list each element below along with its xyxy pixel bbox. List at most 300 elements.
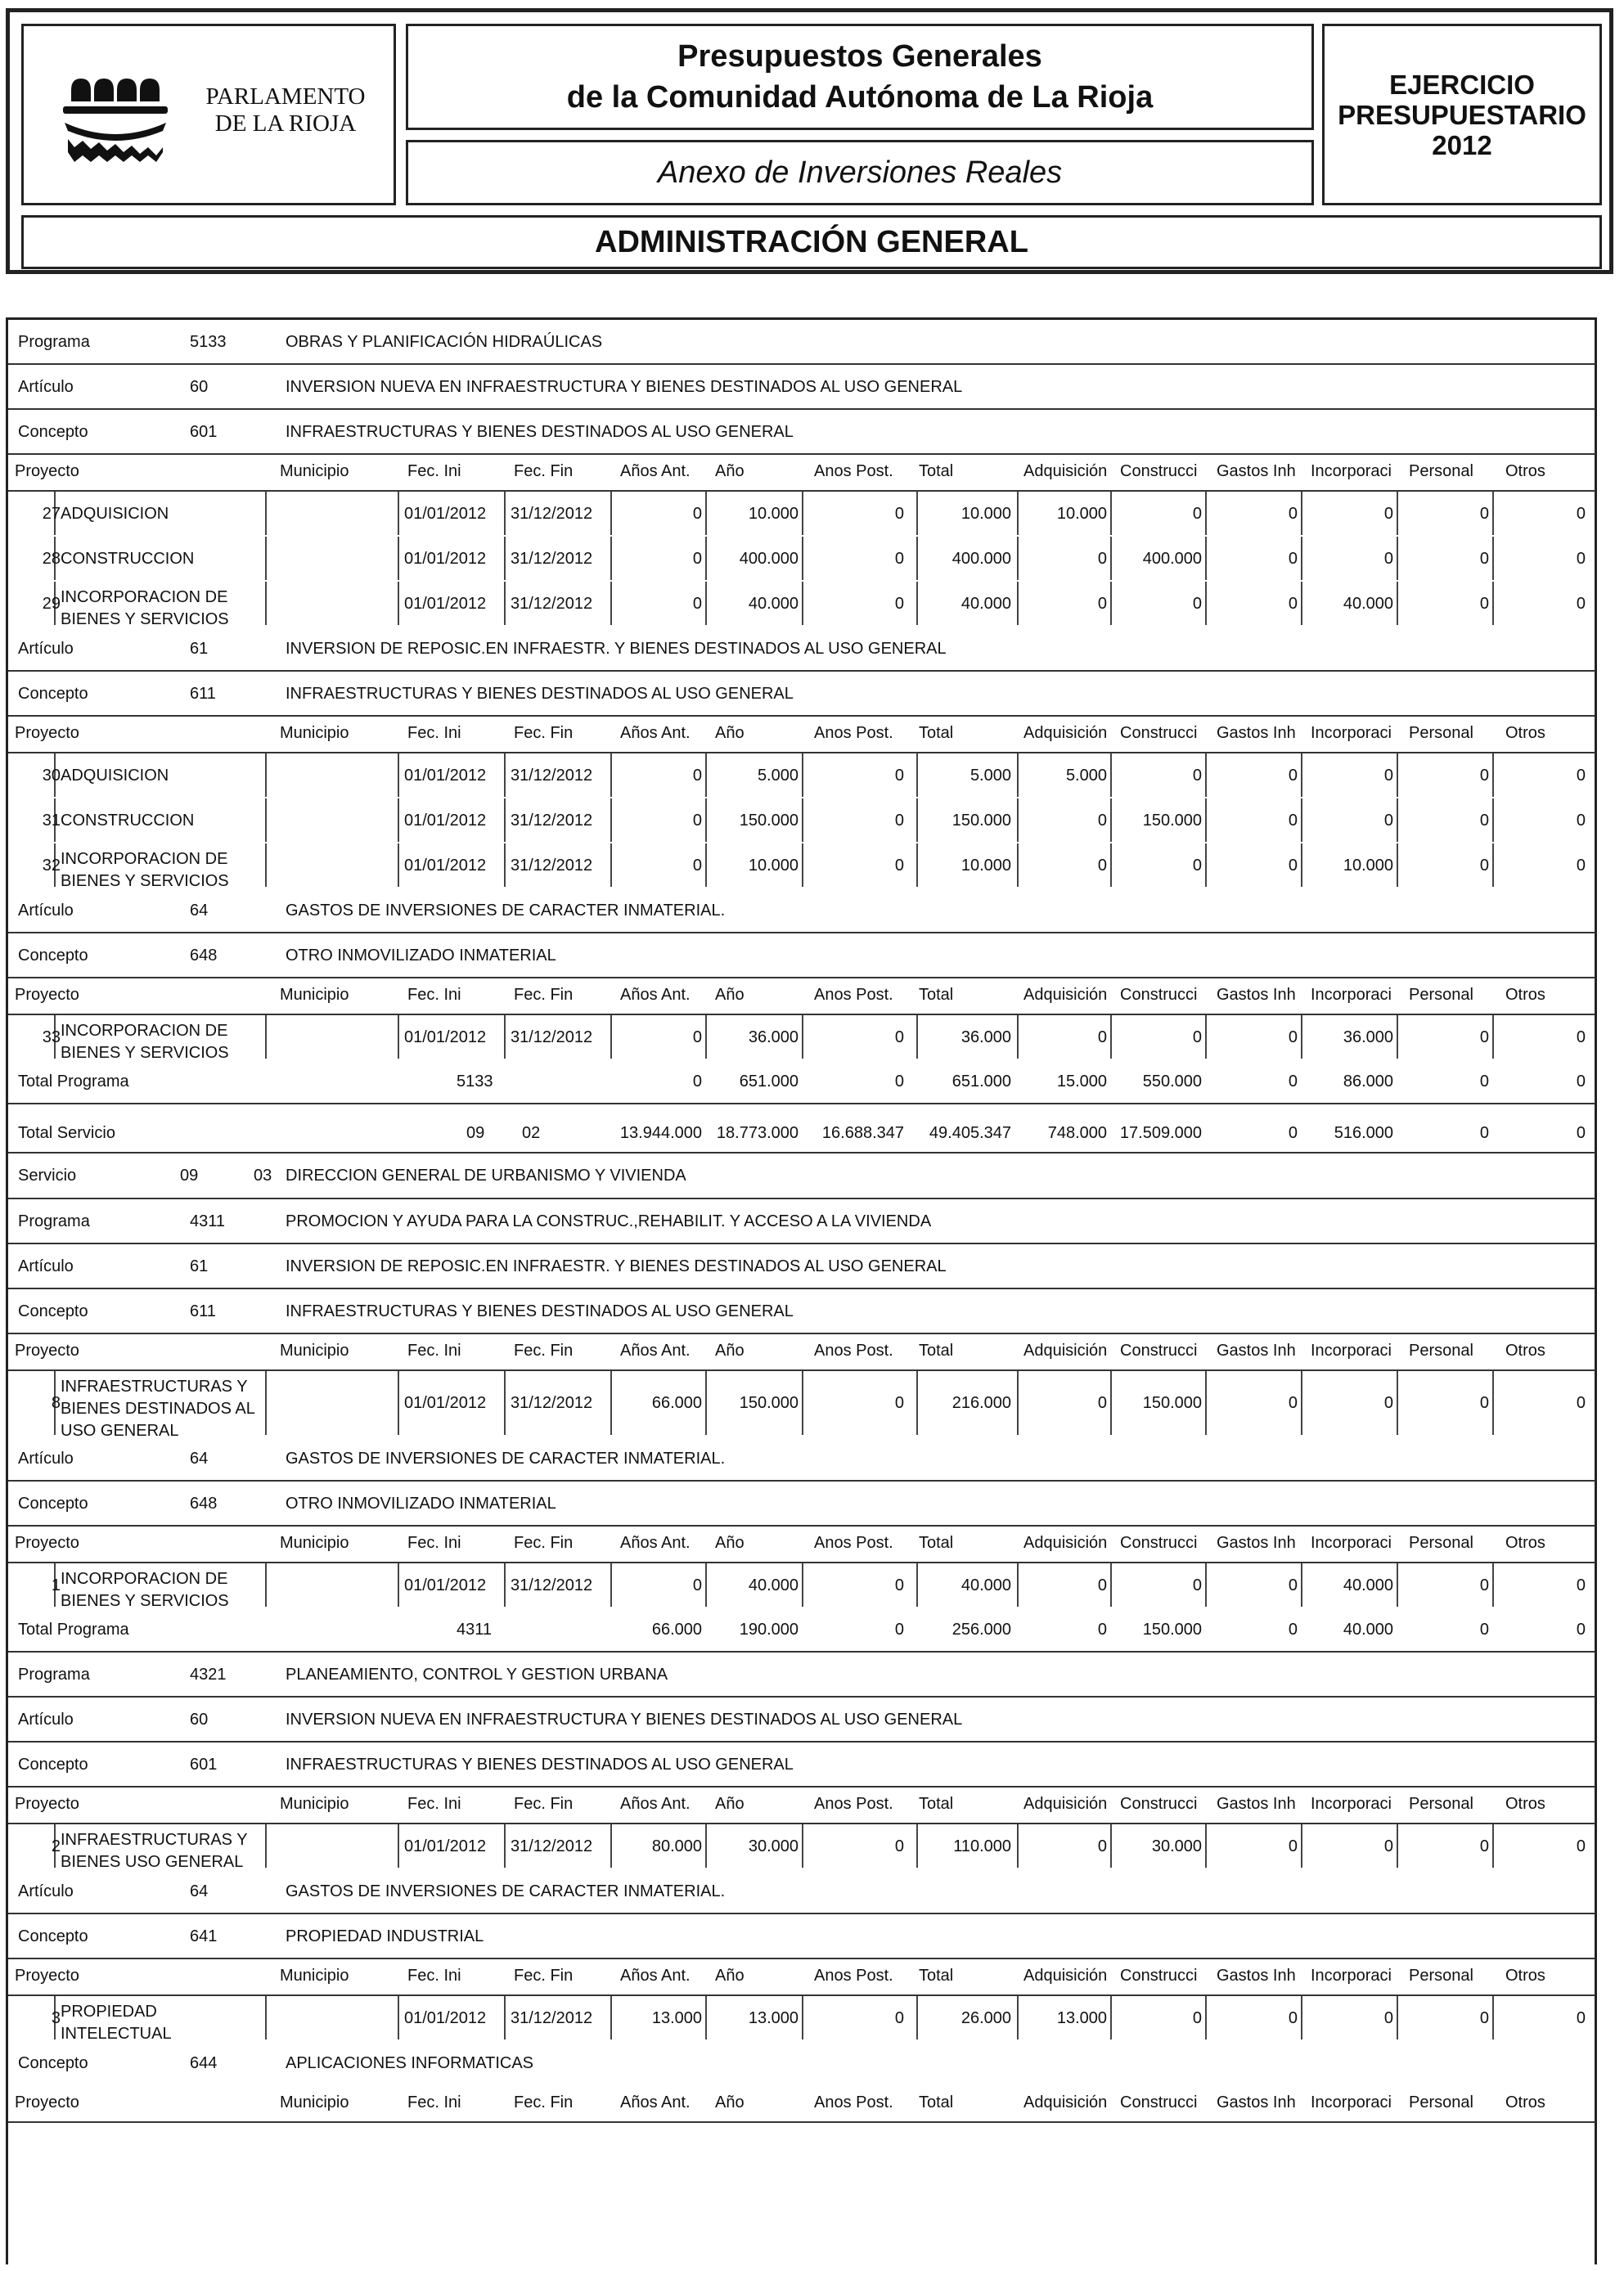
- row-description: INVERSION DE REPOSIC.EN INFRAESTR. Y BIENES DESTINADOS AL USO GENERAL: [286, 639, 947, 658]
- value-cell: 0: [692, 811, 702, 830]
- value-cell: 0: [1383, 549, 1393, 568]
- value-cell: 16.688.347: [821, 1124, 904, 1142]
- row-label: Artículo: [18, 1257, 74, 1275]
- column-header: Total: [919, 461, 954, 480]
- start-date: 01/01/2012: [404, 549, 487, 568]
- value-cell: 5.000: [969, 766, 1011, 785]
- column-header: Anos Post.: [814, 461, 893, 480]
- value-cell: 36.000: [960, 1028, 1011, 1046]
- project-number: 29: [42, 594, 61, 613]
- column-header: Fec. Fin: [514, 985, 574, 1004]
- cell-divider: [504, 753, 506, 797]
- value-cell: 0: [1383, 1837, 1393, 1855]
- row-label: Concepto: [18, 946, 88, 965]
- row-label: Artículo: [18, 1710, 74, 1729]
- project-number: 33: [42, 1028, 61, 1046]
- column-header: Fec. Ini: [407, 723, 461, 742]
- document-header: [6, 8, 1613, 274]
- value-cell: 0: [1576, 1124, 1586, 1142]
- cell-divider: [504, 798, 506, 842]
- row-code: 648: [190, 1494, 218, 1513]
- ejercicio-year: 2012: [1432, 129, 1492, 160]
- row-code: 60: [190, 1710, 209, 1729]
- value-cell: 0: [1479, 1124, 1489, 1142]
- column-header: Proyecto: [15, 723, 79, 742]
- column-header: Personal: [1409, 723, 1473, 742]
- row-code: 611: [190, 684, 216, 703]
- value-cell: 0: [1479, 1837, 1489, 1855]
- row-divider: [8, 1651, 1595, 1653]
- row-code: 644: [190, 2053, 218, 2072]
- value-cell: 0: [692, 1028, 702, 1046]
- column-header: Total: [919, 1341, 954, 1360]
- column-header: Fec. Ini: [407, 1341, 461, 1360]
- row-label: Programa: [18, 1212, 90, 1230]
- start-date: 01/01/2012: [404, 504, 487, 523]
- column-header: Total: [919, 1533, 954, 1552]
- total-programa-code: 5133: [457, 1073, 493, 1091]
- value-cell: 0: [1192, 2008, 1202, 2027]
- value-cell: 0: [1097, 811, 1107, 830]
- column-header: Total: [919, 723, 954, 742]
- project-name: INCORPORACION DE: [61, 850, 228, 868]
- row-code: 61: [190, 1257, 209, 1275]
- row-divider: [8, 1958, 1595, 1959]
- column-header: Construcci: [1120, 2093, 1198, 2111]
- value-cell: 400.000: [739, 549, 799, 568]
- column-header: Años Ant.: [620, 1966, 691, 1985]
- servicio-code-1: 09: [180, 1167, 199, 1185]
- column-header: Total: [919, 2093, 954, 2111]
- column-header: Municipio: [280, 1966, 349, 1985]
- row-code: 64: [190, 1882, 209, 1900]
- column-header: Fec. Fin: [514, 1533, 574, 1552]
- end-date: 31/12/2012: [511, 856, 593, 875]
- column-header: Personal: [1409, 2093, 1473, 2111]
- value-cell: 0: [1097, 1621, 1107, 1639]
- column-header: Gastos Inh: [1217, 2093, 1296, 2111]
- value-cell: 0: [1383, 811, 1393, 830]
- cell-divider: [398, 843, 399, 887]
- row-label: Concepto: [18, 1302, 88, 1320]
- value-cell: 0: [1288, 1073, 1298, 1091]
- value-cell: 13.000: [1056, 2008, 1107, 2027]
- value-cell: 0: [1576, 2008, 1586, 2027]
- column-header: Proyecto: [15, 1966, 79, 1985]
- value-cell: 40.000: [1343, 1576, 1393, 1594]
- start-date: 01/01/2012: [404, 856, 487, 875]
- row-label: Programa: [18, 332, 90, 351]
- value-cell: 0: [692, 856, 702, 875]
- title-line-1: Presupuestos Generales: [677, 39, 1042, 74]
- row-divider: [8, 715, 1595, 717]
- start-date: 01/01/2012: [404, 1576, 487, 1594]
- value-cell: 49.405.347: [929, 1124, 1011, 1142]
- value-cell: 0: [1576, 1621, 1586, 1639]
- cell-divider: [398, 1015, 399, 1059]
- servicio-label: Servicio: [18, 1167, 77, 1185]
- cell-divider: [504, 1371, 506, 1435]
- row-divider: [8, 1741, 1595, 1743]
- row-label: Artículo: [18, 901, 74, 920]
- column-header: Anos Post.: [814, 723, 893, 742]
- row-description: APLICACIONES INFORMATICAS: [286, 2053, 534, 2072]
- column-header: Otros: [1505, 2093, 1545, 2111]
- column-header: Incorporaci: [1311, 1966, 1392, 1985]
- column-header: Años Ant.: [620, 1533, 691, 1552]
- value-cell: 0: [1097, 1576, 1107, 1594]
- project-number: 27: [42, 504, 61, 523]
- value-cell: 30.000: [748, 1837, 799, 1855]
- value-cell: 0: [1576, 1394, 1586, 1412]
- value-cell: 17.509.000: [1119, 1124, 1202, 1142]
- project-number: 30: [42, 766, 61, 785]
- column-header: Años Ant.: [620, 723, 691, 742]
- column-header: Fec. Ini: [407, 1794, 461, 1813]
- value-cell: 0: [1288, 1028, 1298, 1046]
- column-header: Anos Post.: [814, 1533, 893, 1552]
- title-box: [406, 24, 1314, 130]
- column-header: Adquisición: [1023, 1794, 1108, 1813]
- value-cell: 256.000: [951, 1621, 1011, 1639]
- end-date: 31/12/2012: [511, 1394, 593, 1412]
- value-cell: 15.000: [1056, 1073, 1107, 1091]
- column-header: Fec. Ini: [407, 461, 461, 480]
- column-header: Personal: [1409, 985, 1473, 1004]
- value-cell: 0: [1288, 1621, 1298, 1639]
- row-divider: [8, 670, 1595, 672]
- row-code: 4311: [190, 1212, 226, 1230]
- project-name: INTELECTUAL: [61, 2025, 172, 2043]
- column-header: Otros: [1505, 985, 1545, 1004]
- value-cell: 0: [1288, 504, 1298, 523]
- value-cell: 0: [692, 594, 702, 613]
- column-header: Año: [715, 723, 745, 742]
- cell-divider: [504, 1563, 506, 1607]
- column-header: Adquisición: [1023, 1341, 1108, 1360]
- total-servicio-code-1: 09: [466, 1124, 485, 1142]
- row-label: Programa: [18, 1665, 90, 1684]
- column-header: Años Ant.: [620, 985, 691, 1004]
- end-date: 31/12/2012: [511, 1837, 593, 1855]
- project-name: INCORPORACION DE: [61, 588, 228, 606]
- servicio-code-2: 03: [254, 1167, 272, 1185]
- value-cell: 0: [1192, 594, 1202, 613]
- value-cell: 0: [692, 504, 702, 523]
- value-cell: 0: [1479, 856, 1489, 875]
- column-header: Incorporaci: [1311, 1794, 1392, 1813]
- column-header: Gastos Inh: [1217, 461, 1296, 480]
- project-name: CONSTRUCCION: [61, 811, 195, 830]
- value-cell: 0: [1479, 1028, 1489, 1046]
- project-number: 31: [42, 811, 61, 830]
- cell-divider: [265, 798, 267, 842]
- cell-divider: [398, 1563, 399, 1607]
- end-date: 31/12/2012: [511, 1576, 593, 1594]
- column-header: Gastos Inh: [1217, 1341, 1296, 1360]
- cell-divider: [265, 1015, 267, 1059]
- cell-divider: [504, 843, 506, 887]
- subtitle: Anexo de Inversiones Reales: [657, 155, 1063, 190]
- value-cell: 0: [1288, 1124, 1298, 1142]
- column-header: Personal: [1409, 461, 1473, 480]
- project-name: BIENES DESTINADOS AL: [61, 1400, 255, 1418]
- cell-divider: [398, 1996, 399, 2039]
- cell-divider: [398, 798, 399, 842]
- cell-divider: [504, 582, 506, 625]
- cell-divider: [504, 1996, 506, 2039]
- column-header: Adquisición: [1023, 461, 1108, 480]
- value-cell: 150.000: [1142, 1621, 1202, 1639]
- row-description: INVERSION DE REPOSIC.EN INFRAESTR. Y BIENES DESTINADOS AL USO GENERAL: [286, 1257, 947, 1275]
- column-header: Gastos Inh: [1217, 985, 1296, 1004]
- value-cell: 0: [1288, 549, 1298, 568]
- column-header: Proyecto: [15, 985, 79, 1004]
- column-header: Año: [715, 461, 745, 480]
- project-name: BIENES Y SERVICIOS: [61, 872, 229, 890]
- value-cell: 651.000: [951, 1073, 1011, 1091]
- cell-divider: [504, 492, 506, 535]
- value-cell: 0: [1479, 1394, 1489, 1412]
- column-header: Año: [715, 985, 745, 1004]
- column-header: Año: [715, 1533, 745, 1552]
- value-cell: 0: [1576, 549, 1586, 568]
- value-cell: 0: [692, 1073, 702, 1091]
- value-cell: 150.000: [739, 1394, 799, 1412]
- column-header: Total: [919, 985, 954, 1004]
- column-header: Incorporaci: [1311, 2093, 1392, 2111]
- parliament-emblem-icon: [56, 65, 179, 164]
- project-name: CONSTRUCCION: [61, 549, 195, 568]
- row-description: GASTOS DE INVERSIONES DE CARACTER INMATERIAL.: [286, 901, 726, 920]
- end-date: 31/12/2012: [511, 811, 593, 830]
- row-description: INFRAESTRUCTURAS Y BIENES DESTINADOS AL USO GENERAL: [286, 1755, 794, 1774]
- row-divider: [8, 1288, 1595, 1289]
- value-cell: 0: [1097, 549, 1107, 568]
- value-cell: 0: [1383, 766, 1393, 785]
- column-header: Proyecto: [15, 1533, 79, 1552]
- value-cell: 0: [692, 766, 702, 785]
- org-line-1: PARLAMENTO: [205, 83, 366, 110]
- value-cell: 0: [1097, 1028, 1107, 1046]
- value-cell: 516.000: [1334, 1124, 1393, 1142]
- value-cell: 0: [1576, 1073, 1586, 1091]
- row-description: GASTOS DE INVERSIONES DE CARACTER INMATERIAL.: [286, 1882, 726, 1900]
- column-header: Personal: [1409, 1794, 1473, 1813]
- column-header: Fec. Fin: [514, 2093, 574, 2111]
- value-cell: 13.944.000: [619, 1124, 702, 1142]
- total-programa-label: Total Programa: [18, 1621, 129, 1639]
- value-cell: 0: [1383, 504, 1393, 523]
- row-divider: [8, 1913, 1595, 1914]
- value-cell: 0: [1479, 1073, 1489, 1091]
- row-code: 648: [190, 946, 218, 965]
- start-date: 01/01/2012: [404, 766, 487, 785]
- row-divider: [8, 1696, 1595, 1698]
- value-cell: 66.000: [651, 1394, 702, 1412]
- row-code: 5133: [190, 332, 227, 351]
- column-header: Fec. Fin: [514, 1341, 574, 1360]
- value-cell: 30.000: [1151, 1837, 1202, 1855]
- row-code: 4321: [190, 1665, 227, 1684]
- value-cell: 0: [894, 504, 904, 523]
- total-programa-label: Total Programa: [18, 1073, 129, 1091]
- row-description: OTRO INMOVILIZADO INMATERIAL: [286, 1494, 556, 1513]
- row-label: Concepto: [18, 684, 88, 703]
- column-header: Total: [919, 1794, 954, 1813]
- column-header: Anos Post.: [814, 2093, 893, 2111]
- value-cell: 40.000: [748, 594, 799, 613]
- project-name: PROPIEDAD: [61, 2003, 157, 2021]
- end-date: 31/12/2012: [511, 594, 593, 613]
- value-cell: 0: [1479, 594, 1489, 613]
- cell-divider: [504, 1015, 506, 1059]
- column-header: Gastos Inh: [1217, 1794, 1296, 1813]
- value-cell: 0: [1576, 594, 1586, 613]
- title-line-2: de la Comunidad Autónoma de La Rioja: [566, 80, 1154, 115]
- project-name: BIENES Y SERVICIOS: [61, 1592, 229, 1610]
- column-header: Fec. Fin: [514, 461, 574, 480]
- cell-divider: [265, 1996, 267, 2039]
- end-date: 31/12/2012: [511, 549, 593, 568]
- value-cell: 0: [1192, 1576, 1202, 1594]
- row-code: 61: [190, 639, 209, 658]
- row-code: 64: [190, 1449, 209, 1468]
- value-cell: 0: [1192, 504, 1202, 523]
- row-description: OTRO INMOVILIZADO INMATERIAL: [286, 946, 556, 965]
- row-description: INFRAESTRUCTURAS Y BIENES DESTINADOS AL USO GENERAL: [286, 1302, 794, 1320]
- column-header: Otros: [1505, 723, 1545, 742]
- column-header: Anos Post.: [814, 1794, 893, 1813]
- column-header: Gastos Inh: [1217, 723, 1296, 742]
- project-number: 8: [51, 1394, 61, 1412]
- value-cell: 400.000: [1142, 549, 1202, 568]
- value-cell: 0: [894, 1394, 904, 1412]
- row-label: Concepto: [18, 1927, 88, 1945]
- start-date: 01/01/2012: [404, 594, 487, 613]
- row-description: PROPIEDAD INDUSTRIAL: [286, 1927, 484, 1945]
- value-cell: 0: [1097, 856, 1107, 875]
- row-label: Artículo: [18, 377, 74, 396]
- value-cell: 0: [894, 811, 904, 830]
- column-header: Otros: [1505, 1966, 1545, 1985]
- row-divider: [8, 932, 1595, 933]
- value-cell: 0: [894, 1837, 904, 1855]
- value-cell: 0: [1192, 1028, 1202, 1046]
- cell-divider: [504, 537, 506, 580]
- value-cell: 0: [1192, 766, 1202, 785]
- column-header: Año: [715, 2093, 745, 2111]
- value-cell: 0: [1097, 1837, 1107, 1855]
- value-cell: 0: [1288, 856, 1298, 875]
- value-cell: 0: [894, 549, 904, 568]
- value-cell: 0: [894, 1576, 904, 1594]
- row-code: 641: [190, 1927, 218, 1945]
- value-cell: 150.000: [1142, 811, 1202, 830]
- cell-divider: [265, 1824, 267, 1868]
- row-label: Concepto: [18, 2053, 88, 2072]
- project-number: 32: [42, 856, 61, 875]
- start-date: 01/01/2012: [404, 2008, 487, 2027]
- value-cell: 0: [894, 1028, 904, 1046]
- column-header: Años Ant.: [620, 461, 691, 480]
- column-header: Otros: [1505, 1341, 1545, 1360]
- cell-divider: [265, 843, 267, 887]
- value-cell: 0: [1192, 856, 1202, 875]
- value-cell: 216.000: [951, 1394, 1011, 1412]
- value-cell: 0: [894, 2008, 904, 2027]
- project-number: 1: [51, 1576, 61, 1594]
- value-cell: 0: [1479, 811, 1489, 830]
- value-cell: 36.000: [1343, 1028, 1393, 1046]
- row-divider: [8, 453, 1595, 455]
- value-cell: 0: [1576, 1837, 1586, 1855]
- row-code: 601: [190, 422, 218, 441]
- value-cell: 18.773.000: [716, 1124, 799, 1142]
- column-header: Fec. Fin: [514, 723, 574, 742]
- column-header: Construcci: [1120, 723, 1198, 742]
- ejercicio-line-1: EJERCICIO: [1389, 69, 1535, 100]
- project-name: USO GENERAL: [61, 1422, 179, 1440]
- end-date: 31/12/2012: [511, 504, 593, 523]
- value-cell: 0: [1479, 1621, 1489, 1639]
- column-header: Personal: [1409, 1533, 1473, 1552]
- value-cell: 150.000: [739, 811, 799, 830]
- row-divider: [8, 363, 1595, 365]
- start-date: 01/01/2012: [404, 1837, 487, 1855]
- row-description: OBRAS Y PLANIFICACIÓN HIDRAÚLICAS: [286, 332, 603, 351]
- value-cell: 150.000: [951, 811, 1011, 830]
- column-header: Fec. Ini: [407, 985, 461, 1004]
- value-cell: 40.000: [1343, 594, 1393, 613]
- row-label: Artículo: [18, 1882, 74, 1900]
- column-header: Proyecto: [15, 1341, 79, 1360]
- column-header: Construcci: [1120, 985, 1198, 1004]
- row-divider: [8, 408, 1595, 410]
- row-label: Concepto: [18, 422, 88, 441]
- value-cell: 0: [692, 549, 702, 568]
- column-header: Años Ant.: [620, 1794, 691, 1813]
- value-cell: 0: [894, 856, 904, 875]
- value-cell: 10.000: [960, 504, 1011, 523]
- column-header: Municipio: [280, 723, 349, 742]
- cell-divider: [265, 537, 267, 580]
- column-header: Total: [919, 1966, 954, 1985]
- value-cell: 0: [1576, 504, 1586, 523]
- column-header: Proyecto: [15, 1794, 79, 1813]
- row-label: Concepto: [18, 1755, 88, 1774]
- value-cell: 36.000: [748, 1028, 799, 1046]
- value-cell: 0: [1576, 811, 1586, 830]
- budget-table: [6, 317, 1597, 2264]
- column-header: Fec. Fin: [514, 1794, 574, 1813]
- value-cell: 0: [894, 1073, 904, 1091]
- column-header: Construcci: [1120, 1341, 1198, 1360]
- value-cell: 0: [894, 594, 904, 613]
- value-cell: 0: [1576, 766, 1586, 785]
- row-divider: [8, 2121, 1595, 2123]
- value-cell: 110.000: [953, 1837, 1011, 1855]
- end-date: 31/12/2012: [511, 1028, 593, 1046]
- column-header: Adquisición: [1023, 1966, 1108, 1985]
- column-header: Incorporaci: [1311, 723, 1392, 742]
- ejercicio-line-2: PRESUPUESTARIO: [1338, 99, 1586, 130]
- cell-divider: [398, 492, 399, 535]
- row-divider: [8, 1525, 1595, 1527]
- column-header: Construcci: [1120, 1794, 1198, 1813]
- column-header: Construcci: [1120, 461, 1198, 480]
- column-header: Año: [715, 1341, 745, 1360]
